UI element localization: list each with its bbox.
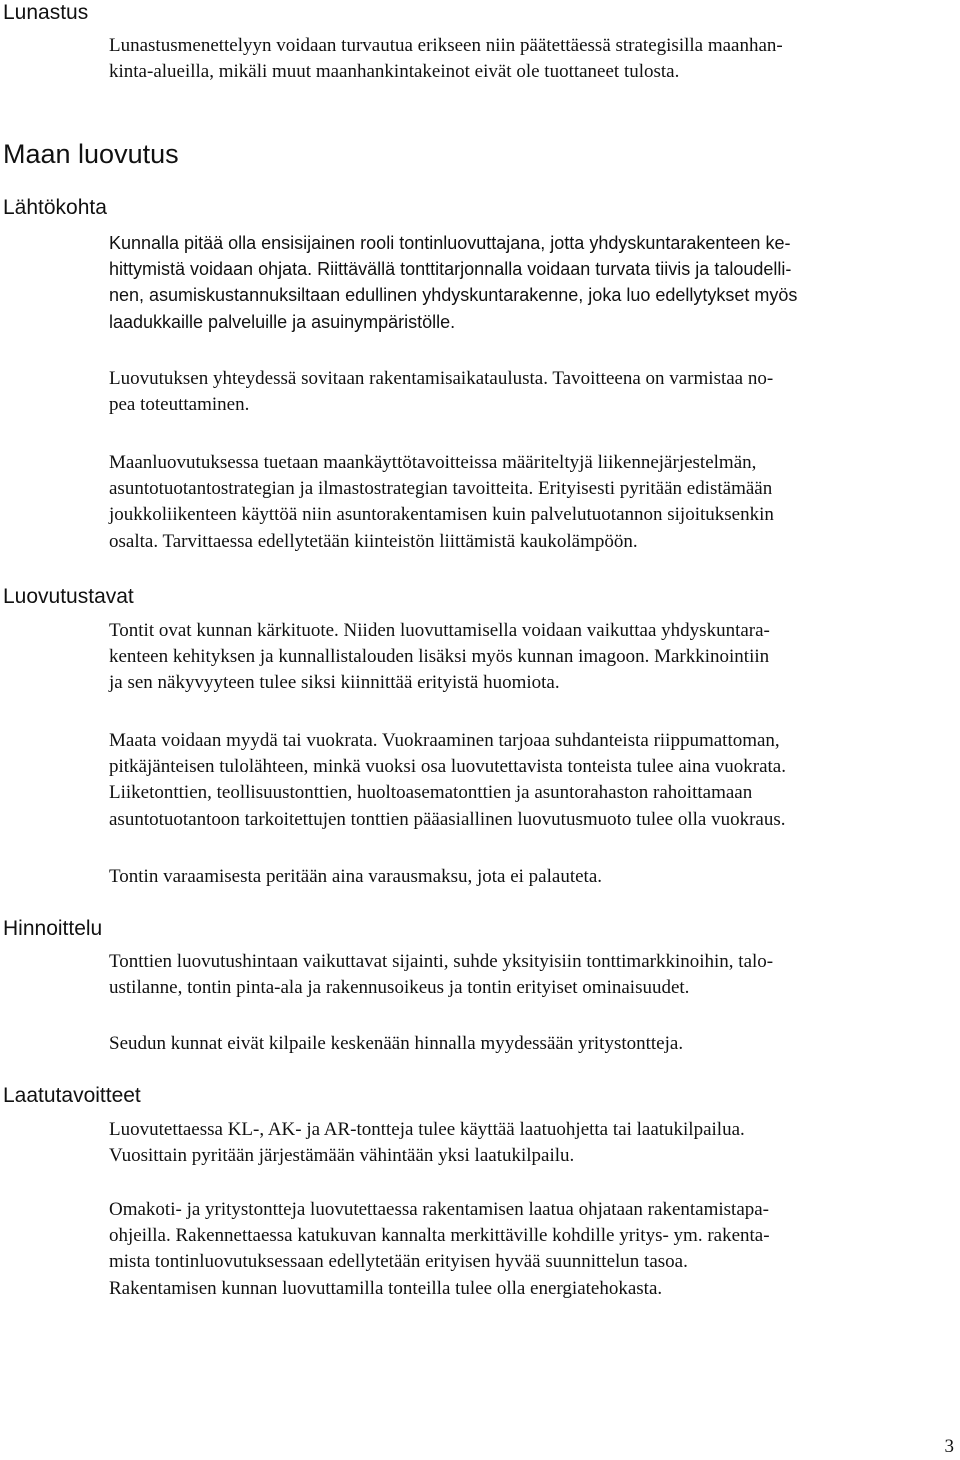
text-line: Tontit ovat kunnan kärkituote. Niiden luovuttamisella voidaan vaikuttaa yhdyskuntara- bbox=[109, 620, 770, 641]
paragraph-luovutustavat-1 bbox=[109, 618, 959, 697]
heading-luovutustavat: Luovutustavat bbox=[3, 585, 134, 608]
text-line: mista tontinluovutuksessaan edellytetään erityisen hyvää suunnittelun tasoa. bbox=[109, 1251, 688, 1273]
paragraph-lahtokohta-2 bbox=[109, 366, 959, 418]
text-line: ohjeilla. Rakennettaessa katukuvan kannalta merkittäville kohdille yritys- ym. rakenta- bbox=[109, 1225, 770, 1247]
heading-hinnoittelu: Hinnoittelu bbox=[3, 917, 103, 940]
text-line: Lunastusmenettelyyn voidaan turvautua erikseen niin päätettäessä strategisilla maanhan- bbox=[109, 35, 783, 56]
text-line: Liiketonttien, teollisuustonttien, huoltoasematonttien ja asuntorahaston rahoittamaan bbox=[109, 782, 753, 804]
text-line: ustilanne, tontin pinta-ala ja rakennusoikeus ja tontin erityiset ominaisuudet. bbox=[109, 977, 690, 999]
text-line: hittymistä voidaan ohjata. Riittävällä tonttitarjonnalla voidaan turvata tiivis ja taloudelli- bbox=[109, 259, 792, 280]
heading-lunastus: Lunastus bbox=[3, 1, 89, 24]
heading-lahtokohta: Lähtökohta bbox=[3, 196, 107, 219]
text-line: asuntotuotantostrategian ja ilmastostrategian tavoitteita. Erityisesti pyritään edistämään bbox=[109, 478, 773, 500]
paragraph-hinnoittelu-1 bbox=[109, 949, 959, 1001]
text-line: kinta-alueilla, mikäli muut maanhankintakeinot eivät ole tuottaneet tulosta. bbox=[109, 61, 680, 83]
text-line: osalta. Tarvittaessa edellytetään kiinteistön liittämistä kaukolämpöön. bbox=[109, 530, 638, 552]
text-line: Maata voidaan myydä tai vuokrata. Vuokraaminen tarjoaa suhdanteista riippumattoman, bbox=[109, 730, 780, 751]
text-line: ja sen näkyvyyteen tulee siksi kiinnittää erityistä huomiota. bbox=[109, 672, 560, 694]
page-number: 3 bbox=[944, 1436, 954, 1457]
paragraph-luovutustavat-2 bbox=[109, 728, 959, 833]
text-line: pea toteuttaminen. bbox=[109, 394, 250, 416]
text-line: joukkoliikenteen käyttöä niin asuntorakentamisen kuin palvelutuotannon sijoituksenkin bbox=[109, 504, 774, 526]
paragraph-laatutavoitteet-2 bbox=[109, 1197, 959, 1302]
heading-maan-luovutus: Maan luovutus bbox=[3, 139, 179, 169]
text-line: kenteen kehityksen ja kunnallistalouden lisäksi myös kunnan imagoon. Markkinointiin bbox=[109, 646, 770, 668]
paragraph-lunastus-1 bbox=[109, 33, 959, 85]
text-line: Maanluovutuksessa tuetaan maankäyttötavoitteissa määriteltyjä liikennejärjestelmän, bbox=[109, 452, 757, 473]
text-line: Seudun kunnat eivät kilpaile keskenään hinnalla myydessään yritystontteja. bbox=[109, 1033, 684, 1054]
text-line: Vuosittain pyritään järjestämään vähintään yksi laatukilpailu. bbox=[109, 1145, 575, 1167]
text-line: Omakoti- ja yritystontteja luovutettaessa rakentamisen laatua ohjataan rakentamistapa- bbox=[109, 1199, 770, 1220]
paragraph-hinnoittelu-2 bbox=[109, 1031, 959, 1057]
text-line: Tontin varaamisesta peritään aina varausmaksu, jota ei palauteta. bbox=[109, 866, 602, 887]
text-line: asuntotuotantoon tarkoitettujen tonttien pääasiallinen luovutusmuoto tulee olla vuokraus. bbox=[109, 808, 786, 830]
text-line: Luovutettaessa KL-, AK- ja AR-tontteja tulee käyttää laatuohjetta tai laatukilpailua. bbox=[109, 1119, 745, 1140]
text-line: nen, asumiskustannuksiltaan edullinen yhdyskuntarakenne, joka luo edellytykset myös bbox=[109, 285, 798, 306]
text-line: Rakentamisen kunnan luovuttamilla tonteilla tulee olla energiatehokasta. bbox=[109, 1277, 663, 1299]
paragraph-lahtokohta-1 bbox=[109, 230, 959, 335]
text-line: Tonttien luovutushintaan vaikuttavat sijainti, suhde yksityisiin tonttimarkkinoihin, talo- bbox=[109, 951, 774, 972]
paragraph-lahtokohta-3 bbox=[109, 450, 959, 555]
text-line: pitkäjänteisen tulolähteen, minkä vuoksi osa luovutettavista tonteista tulee aina vuokrata. bbox=[109, 756, 786, 778]
paragraph-luovutustavat-3 bbox=[109, 864, 959, 890]
text-line: Luovutuksen yhteydessä sovitaan rakentamisaikataulusta. Tavoitteena on varmistaa no- bbox=[109, 368, 774, 389]
text-line: Kunnalla pitää olla ensisijainen rooli tontinluovuttajana, jotta yhdyskuntarakenteen ke- bbox=[109, 233, 791, 253]
heading-laatutavoitteet: Laatutavoitteet bbox=[3, 1084, 141, 1107]
text-line: laadukkaille palveluille ja asuinympäristölle. bbox=[109, 311, 456, 332]
paragraph-laatutavoitteet-1 bbox=[109, 1117, 959, 1169]
